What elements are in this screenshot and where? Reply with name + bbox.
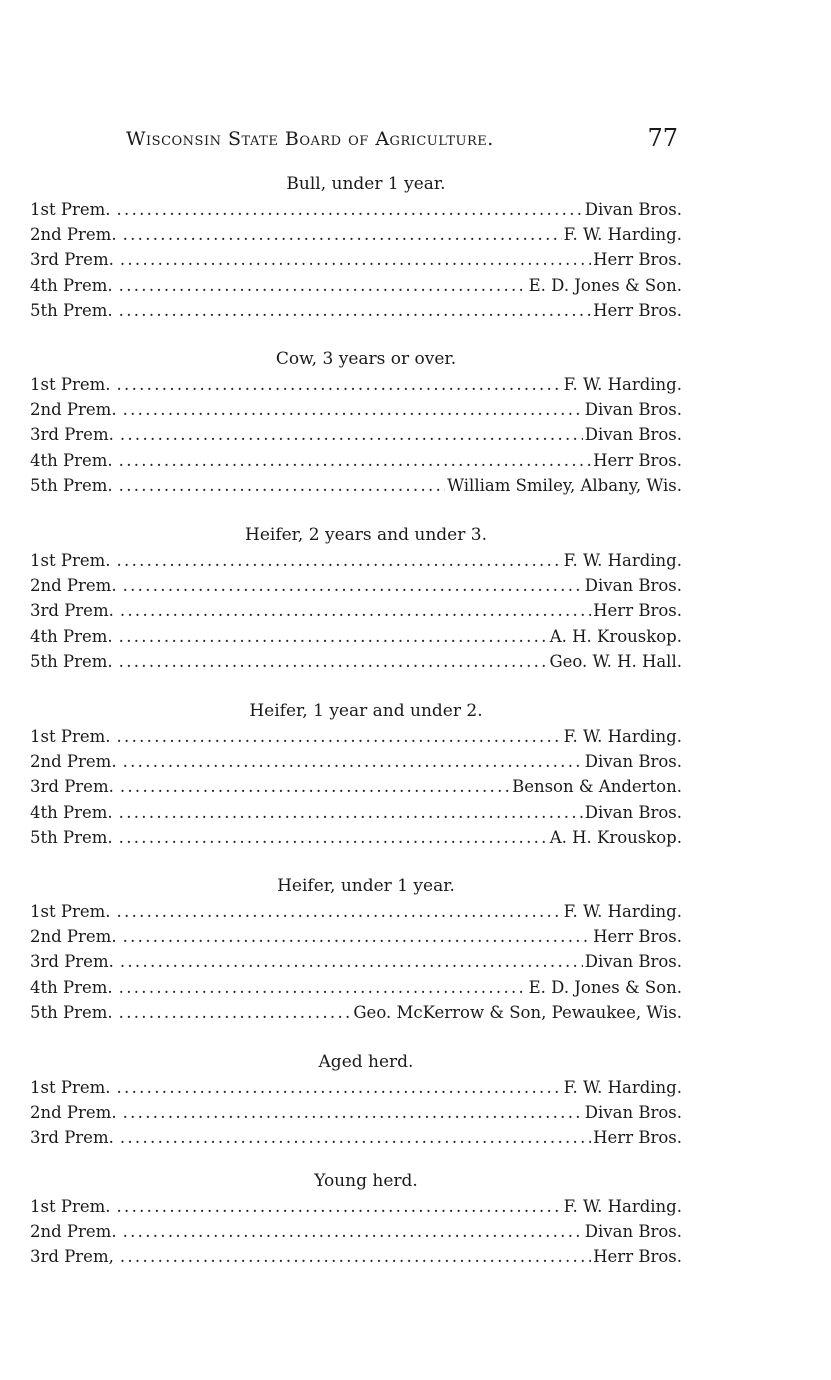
premium-place: 3rd Prem. <box>30 250 114 270</box>
winner-name: Divan Bros. <box>584 752 682 772</box>
dot-leader <box>120 422 583 447</box>
award-section <box>30 172 682 323</box>
premium-place: 2nd Prem. <box>30 576 117 596</box>
dot-leader <box>120 1244 591 1269</box>
premium-place: 5th Prem. <box>30 827 113 847</box>
winner-name: Divan Bros. <box>584 1222 682 1242</box>
premium-place: 3rd Prem. <box>30 777 114 797</box>
dot-leader <box>119 825 548 850</box>
page-number: 77 <box>647 124 678 152</box>
premium-place: 3rd Prem. <box>30 601 114 621</box>
dot-leader <box>120 774 510 799</box>
award-row <box>30 649 682 674</box>
premium-place: 2nd Prem. <box>30 1222 117 1242</box>
winner-name: Herr Bros. <box>593 450 682 470</box>
dot-leader <box>117 1194 562 1219</box>
winner-name: Geo. W. H. Hall. <box>549 651 682 671</box>
dot-leader <box>117 724 562 749</box>
award-row <box>30 1219 682 1244</box>
premium-place: 1st Prem. <box>30 1197 111 1216</box>
dot-leader <box>117 899 562 924</box>
dot-leader <box>123 749 583 774</box>
award-section <box>30 347 682 498</box>
award-row <box>30 724 682 749</box>
winner-name: Divan Bros. <box>584 952 682 972</box>
section-title: Heifer, under 1 year. <box>277 876 455 896</box>
dot-leader <box>123 397 583 422</box>
dot-leader <box>120 1125 591 1150</box>
dot-leader <box>123 222 562 247</box>
winner-name: Herr Bros. <box>593 601 682 621</box>
dot-leader <box>119 273 527 298</box>
dot-leader <box>119 448 592 473</box>
award-row <box>30 825 682 850</box>
premium-place: 1st Prem. <box>30 902 111 921</box>
premium-place: 2nd Prem. <box>30 400 117 420</box>
award-row <box>30 624 682 649</box>
award-row <box>30 372 682 397</box>
winner-name: F. W. Harding. <box>563 902 682 921</box>
premium-place: 5th Prem. <box>30 475 113 495</box>
section-title: Heifer, 1 year and under 2. <box>249 701 483 721</box>
winner-name: Divan Bros. <box>584 802 682 822</box>
dot-leader <box>119 1000 352 1025</box>
award-row <box>30 598 682 623</box>
premium-place: 4th Prem. <box>30 450 113 470</box>
premium-place: 2nd Prem. <box>30 225 117 245</box>
winner-name: Herr Bros. <box>593 250 682 270</box>
premium-place: 4th Prem. <box>30 802 113 822</box>
dot-leader <box>120 598 591 623</box>
award-row <box>30 448 682 473</box>
dot-leader <box>123 924 592 949</box>
dot-leader <box>119 649 548 674</box>
premium-place: 1st Prem. <box>30 375 111 394</box>
premium-place: 2nd Prem. <box>30 927 117 947</box>
page-header <box>126 124 678 158</box>
award-row <box>30 949 682 974</box>
winner-name: Divan Bros. <box>584 1103 682 1123</box>
section-title: Aged herd. <box>318 1052 414 1072</box>
winner-name: Benson & Anderton. <box>512 777 682 797</box>
award-row <box>30 422 682 447</box>
award-row <box>30 1000 682 1025</box>
winner-name: F. W. Harding. <box>563 727 682 746</box>
award-row <box>30 197 682 222</box>
award-row <box>30 473 682 498</box>
award-row <box>30 222 682 247</box>
winner-name: Herr Bros. <box>593 300 682 320</box>
award-row <box>30 247 682 272</box>
winner-name: E. D. Jones & Son. <box>528 275 682 295</box>
premium-place: 4th Prem. <box>30 275 113 295</box>
winner-name: Divan Bros. <box>584 200 682 219</box>
winner-name: Divan Bros. <box>584 425 682 445</box>
award-section <box>30 1169 682 1270</box>
winner-name: F. W. Harding. <box>563 375 682 394</box>
premium-place: 4th Prem. <box>30 626 113 646</box>
winner-name: F. W. Harding. <box>563 1197 682 1216</box>
winner-name: A. H. Krouskop. <box>549 827 682 847</box>
award-row <box>30 1075 682 1100</box>
premium-place: 3rd Prem. <box>30 425 114 445</box>
award-row <box>30 298 682 323</box>
award-row <box>30 1125 682 1150</box>
award-row <box>30 975 682 1000</box>
award-section <box>30 874 682 1025</box>
premium-place: 5th Prem. <box>30 300 113 320</box>
winner-name: Herr Bros. <box>593 1128 682 1148</box>
premium-place: 3rd Prem. <box>30 1128 114 1148</box>
premium-place: 1st Prem. <box>30 727 111 746</box>
dot-leader <box>119 975 527 1000</box>
award-row <box>30 397 682 422</box>
dot-leader <box>117 548 562 573</box>
premium-place: 5th Prem. <box>30 1002 113 1022</box>
premium-place: 1st Prem. <box>30 200 111 219</box>
dot-leader <box>119 800 583 825</box>
premium-place: 4th Prem. <box>30 977 113 997</box>
dot-leader <box>117 1075 562 1100</box>
dot-leader <box>120 949 583 974</box>
winner-name: Herr Bros. <box>593 927 682 947</box>
winner-name: F. W. Harding. <box>563 225 682 245</box>
award-row <box>30 1194 682 1219</box>
award-row <box>30 273 682 298</box>
premium-place: 2nd Prem. <box>30 1103 117 1123</box>
section-title: Young herd. <box>314 1171 418 1191</box>
winner-name: F. W. Harding. <box>563 1078 682 1097</box>
dot-leader <box>123 573 583 598</box>
dot-leader <box>117 197 583 222</box>
section-title: Heifer, 2 years and under 3. <box>245 525 487 545</box>
section-title: Cow, 3 years or over. <box>275 349 457 369</box>
dot-leader <box>123 1100 583 1125</box>
dot-leader <box>123 1219 583 1244</box>
award-row <box>30 749 682 774</box>
award-section <box>30 699 682 850</box>
dot-leader <box>119 298 592 323</box>
award-row <box>30 924 682 949</box>
award-row <box>30 548 682 573</box>
running-title: Wisconsin State Board of Agriculture. <box>126 128 494 150</box>
winner-name: F. W. Harding. <box>563 551 682 570</box>
dot-leader <box>119 624 548 649</box>
winner-name: William Smiley, Albany, Wis. <box>447 475 682 495</box>
award-row <box>30 573 682 598</box>
premium-place: 3rd Prem, <box>30 1247 114 1267</box>
winner-name: Divan Bros. <box>584 576 682 596</box>
award-row <box>30 774 682 799</box>
award-row <box>30 1100 682 1125</box>
award-section <box>30 523 682 674</box>
award-row <box>30 800 682 825</box>
winner-name: A. H. Krouskop. <box>549 626 682 646</box>
premium-place: 3rd Prem. <box>30 952 114 972</box>
premium-place: 1st Prem. <box>30 551 111 570</box>
award-row <box>30 1244 682 1269</box>
winner-name: E. D. Jones & Son. <box>528 977 682 997</box>
premium-place: 5th Prem. <box>30 651 113 671</box>
dot-leader <box>119 473 445 498</box>
premium-place: 2nd Prem. <box>30 752 117 772</box>
award-section <box>30 1050 682 1151</box>
winner-name: Divan Bros. <box>584 400 682 420</box>
winner-name: Herr Bros. <box>593 1247 682 1267</box>
winner-name: Geo. McKerrow & Son, Pewaukee, Wis. <box>353 1002 682 1022</box>
section-title: Bull, under 1 year. <box>286 174 446 194</box>
award-row <box>30 899 682 924</box>
dot-leader <box>120 247 591 272</box>
premium-place: 1st Prem. <box>30 1078 111 1097</box>
dot-leader <box>117 372 562 397</box>
